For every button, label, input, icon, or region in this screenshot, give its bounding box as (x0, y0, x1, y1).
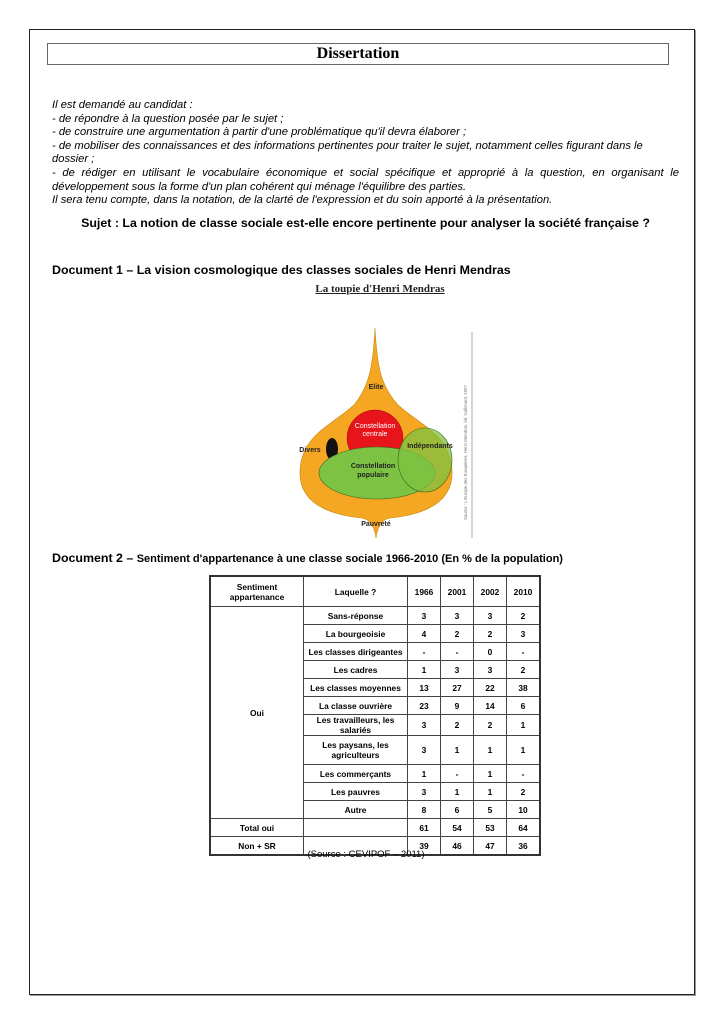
cell: - (507, 765, 541, 783)
document2-title-text: Sentiment d'appartenance à une classe sociale 1966-2010 (En % de la population) (136, 553, 563, 565)
cell: 22 (474, 679, 507, 697)
cell: - (441, 765, 474, 783)
cell: 2 (507, 661, 541, 679)
cell: 1 (474, 765, 507, 783)
row-label: Les classes moyennes (304, 679, 408, 697)
instruction-item: développement sous la forme d'un plan cohérent qui ménage l'équilibre des parties. (52, 180, 467, 193)
row-label: Non + SR (210, 837, 304, 856)
mendras-spinning-top-diagram (280, 320, 480, 540)
cell: 1 (474, 736, 507, 765)
instruction-item: - de répondre à la question posée par le sujet ; (52, 112, 284, 125)
cell: 3 (408, 736, 441, 765)
cell: 2 (441, 625, 474, 643)
cell: 3 (474, 607, 507, 625)
cell: 39 (408, 837, 441, 856)
cell: - (441, 643, 474, 661)
label-centrale-1: Constellation (354, 423, 396, 430)
document2-title-prefix: Document 2 – (52, 551, 137, 565)
cell: 38 (507, 679, 541, 697)
row-label: Sans-réponse (304, 607, 408, 625)
appartenance-table (209, 575, 541, 856)
row-label: Les paysans, les agriculteurs (304, 736, 408, 765)
cell: 3 (408, 783, 441, 801)
row-label: Les pauvres (304, 783, 408, 801)
label-centrale-2: centrale (362, 431, 388, 438)
label-populaire-2: populaire (357, 472, 389, 479)
table-header-row (210, 576, 540, 607)
cell: - (507, 643, 541, 661)
cell: 2 (474, 715, 507, 736)
empty-cell (304, 819, 408, 837)
cell: 1 (474, 783, 507, 801)
table-source: (Source : CEVIPOF – 2011) (307, 849, 425, 860)
cell: 1 (408, 661, 441, 679)
cell: - (408, 643, 441, 661)
header-cell: 2002 (474, 576, 507, 607)
instruction-item: - de mobiliser des connaissances et des informations pertinentes pour traiter le sujet, notamment celles figurant dans le dossier ; (52, 139, 643, 166)
instructions-intro: Il est demandé au candidat : (52, 99, 193, 111)
cell: 3 (408, 715, 441, 736)
document2-title (52, 551, 563, 565)
cell: 3 (408, 607, 441, 625)
header-cell: Laquelle ? (304, 576, 408, 607)
row-label: Autre (304, 801, 408, 819)
header-cell: 1966 (408, 576, 441, 607)
cell: 1 (441, 783, 474, 801)
row-label: Les cadres (304, 661, 408, 679)
cell: 6 (441, 801, 474, 819)
cell: 3 (474, 661, 507, 679)
instruction-item: - de construire une argumentation à partir d'une problématique qu'il devra élaborer ; (52, 126, 467, 139)
diagram-caption: La toupie d'Henri Mendras (315, 283, 445, 295)
diagram-source: Source : L'Europe des Européens, Henri Mendras, éd. Gallimard, 1997 (463, 385, 468, 520)
title-box (47, 43, 669, 65)
cell: 53 (474, 819, 507, 837)
table-row (210, 607, 540, 625)
table-total-row (210, 819, 540, 837)
cell: 5 (474, 801, 507, 819)
cell: 1 (441, 736, 474, 765)
row-label: Les commerçants (304, 765, 408, 783)
cell: 64 (507, 819, 541, 837)
instructions (52, 99, 679, 208)
header-cell: 2001 (441, 576, 474, 607)
cell: 3 (441, 661, 474, 679)
label-pauvrete: Pauvreté (361, 521, 391, 528)
document1-title: Document 1 – La vision cosmologique des classes sociales de Henri Mendras (52, 263, 511, 277)
cell: 2 (441, 715, 474, 736)
row-label: Total oui (210, 819, 304, 837)
group-label-oui: Oui (210, 607, 304, 819)
cell: 14 (474, 697, 507, 715)
cell: 13 (408, 679, 441, 697)
cell: 8 (408, 801, 441, 819)
cell: 36 (507, 837, 541, 856)
cell: 10 (507, 801, 541, 819)
cell: 3 (507, 625, 541, 643)
row-label: Les classes dirigeantes (304, 643, 408, 661)
cell: 6 (507, 697, 541, 715)
cell: 61 (408, 819, 441, 837)
page-title: Dissertation (316, 45, 400, 62)
cell: 1 (507, 715, 541, 736)
header-cell: 2010 (507, 576, 541, 607)
cell: 2 (507, 783, 541, 801)
cell: 1 (408, 765, 441, 783)
cell: 0 (474, 643, 507, 661)
instruction-item: - de rédiger en utilisant le vocabulaire économique et social spécifique et approprié à la question, en organisant le (52, 166, 679, 179)
cell: 9 (441, 697, 474, 715)
label-divers: Divers (299, 447, 321, 454)
independants-ellipse (398, 428, 452, 492)
label-populaire-1: Constellation (350, 463, 396, 470)
header-cell: Sentiment appartenance (210, 576, 304, 607)
cell: 2 (474, 625, 507, 643)
cell: 2 (507, 607, 541, 625)
label-independants: Indépendants (407, 443, 453, 450)
cell: 23 (408, 697, 441, 715)
cell: 54 (441, 819, 474, 837)
subject-heading: Sujet : La notion de classe sociale est-elle encore pertinente pour analyser la société française ? (81, 216, 650, 230)
cell: 27 (441, 679, 474, 697)
instructions-note: Il sera tenu compte, dans la notation, de la clarté de l'expression et du soin apporté à la présentation. (52, 194, 553, 207)
row-label: La bourgeoisie (304, 625, 408, 643)
row-label: Les travailleurs, les salariés (304, 715, 408, 736)
label-elite: Elite (368, 384, 384, 391)
cell: 3 (441, 607, 474, 625)
cell: 4 (408, 625, 441, 643)
row-label: La classe ouvrière (304, 697, 408, 715)
cell: 47 (474, 837, 507, 856)
cell: 1 (507, 736, 541, 765)
cell: 46 (441, 837, 474, 856)
